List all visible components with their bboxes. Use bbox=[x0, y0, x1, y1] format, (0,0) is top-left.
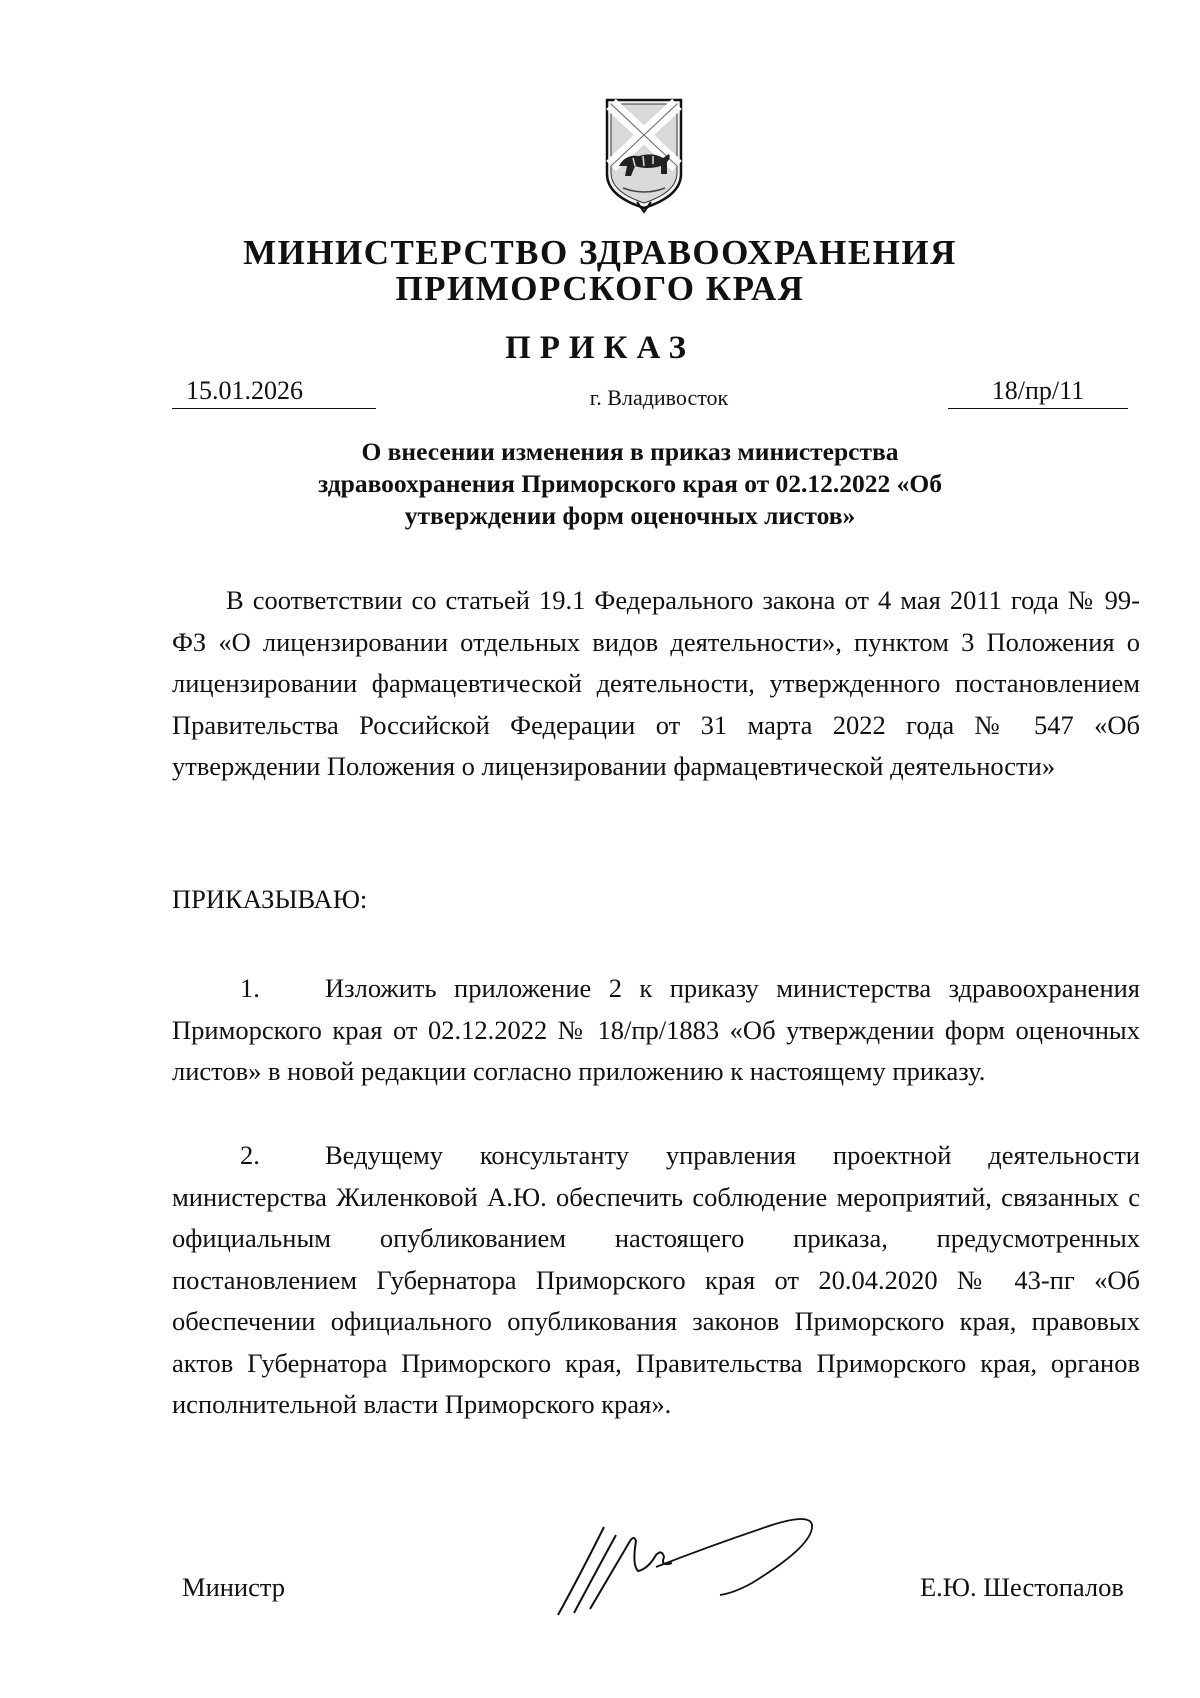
coat-of-arms-icon bbox=[603, 96, 685, 214]
ministry-name-line2: ПРИМОРСКОГО КРАЯ bbox=[395, 269, 805, 308]
ministry-name-line1: МИНИСТЕРСТВО ЗДРАВООХРАНЕНИЯ bbox=[243, 233, 957, 272]
order-item-1 bbox=[172, 968, 1140, 1093]
signature-icon bbox=[552, 1505, 852, 1625]
order-subject bbox=[250, 436, 1010, 532]
signatory-role: Министр bbox=[182, 1572, 286, 1602]
ministry-name bbox=[0, 235, 1200, 307]
subject-line1: О внесении изменения в приказ министерства bbox=[361, 437, 899, 466]
order-item-2-number: 2. bbox=[240, 1140, 260, 1170]
decree-word: ПРИКАЗЫВАЮ: bbox=[172, 884, 368, 914]
order-item-1-text: Изложить приложение 2 к приказу министерства здравоохранения Приморского края от 02.12.2022 № 18/пр/1883 «Об утверждении форм оценочных листов» в новой редакции согласно приложению к настоящему приказу. bbox=[172, 973, 1140, 1086]
order-item-1-number: 1. bbox=[240, 973, 260, 1003]
subject-line2: здравоохранения Приморского края от 02.12.2022 «Об bbox=[317, 469, 943, 498]
order-date: 15.01.2026 bbox=[172, 374, 376, 409]
preamble-paragraph: В соответствии со статьей 19.1 Федерального закона от 4 мая 2011 года № 99-ФЗ «О лицензировании отдельных видов деятельности», пунктом 3 Положения о лицензировании фармацевтической деятельности, утвержденного постановлением Правительства Российской Федерации от 31 марта 2022 года № 547 «Об утверждении Положения о лицензировании фармацевтической деятельности» bbox=[172, 585, 1140, 781]
order-item-2-text: Ведущему консультанту управления проектной деятельности министерства Жиленковой А.Ю. обеспечить соблюдение мероприятий, связанных с официальным опубликованием настоящего приказа, предусмотренных постановлением Губернатора Приморского края от 20.04.2020 № 43-пг «Об обеспечении официального опубликования законов Приморского края, правовых актов Губернатора Приморского края, Правительства Приморского края, органов исполнительной власти Приморского края». bbox=[172, 1140, 1140, 1419]
signatory-name: Е.Ю. Шестопалов bbox=[920, 1572, 1124, 1602]
order-city: г. Владивосток bbox=[589, 385, 729, 410]
subject-line3: утверждении форм оценочных листов» bbox=[404, 501, 856, 530]
document-type: ПРИКАЗ bbox=[505, 330, 695, 366]
order-number: 18/пр/11 bbox=[948, 374, 1128, 409]
order-item-2 bbox=[172, 1135, 1140, 1426]
